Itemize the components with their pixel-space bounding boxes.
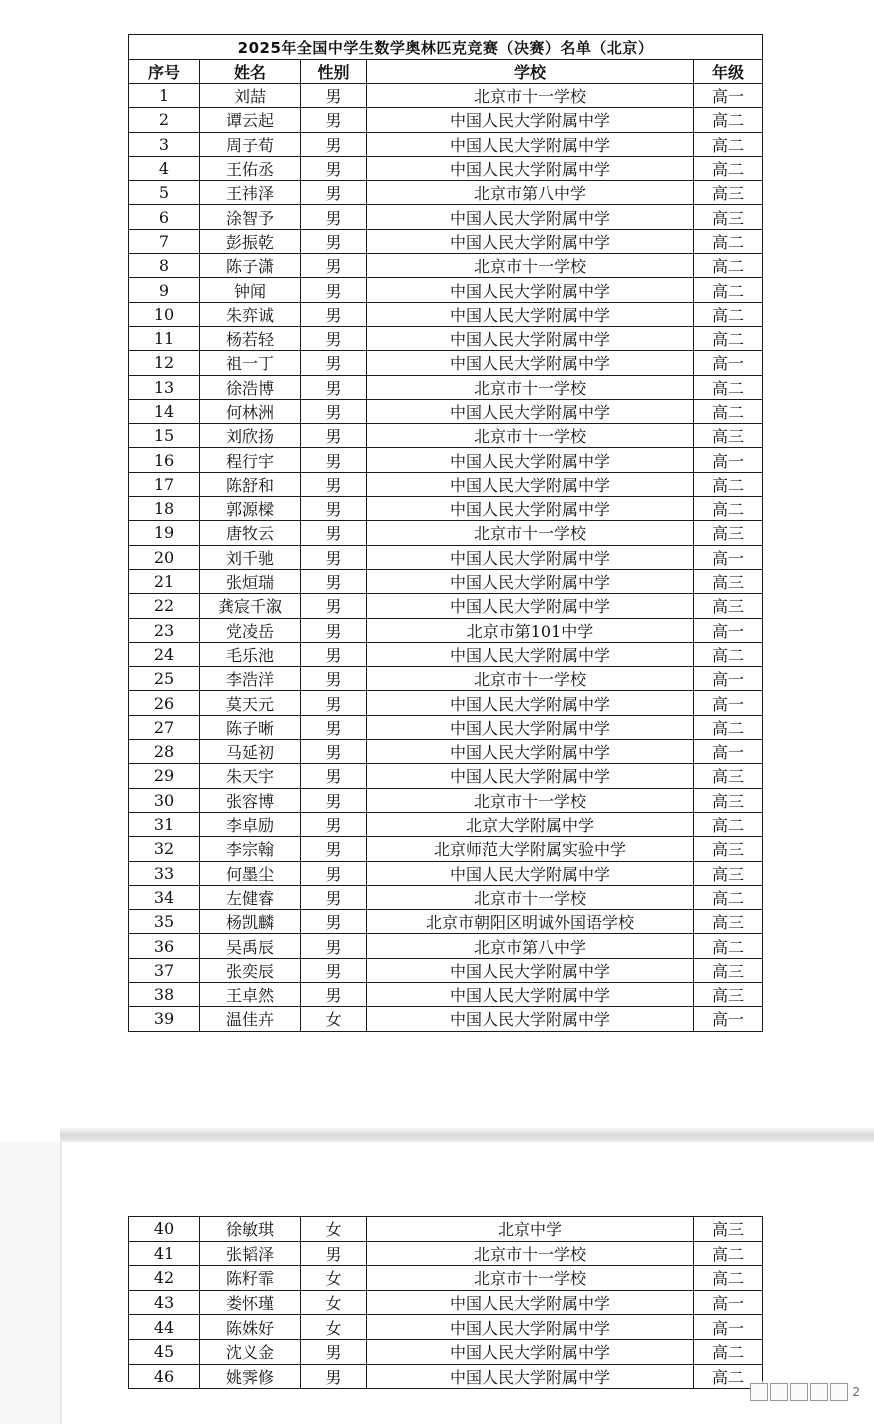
cell-seq: 36 [129, 934, 200, 958]
watermark-square-icon [810, 1383, 828, 1401]
cell-grade: 高三 [694, 958, 763, 982]
cell-gender: 男 [301, 1364, 367, 1389]
roster-body-page-2 [129, 1217, 763, 1389]
cell-seq: 20 [129, 545, 200, 569]
cell-gender: 男 [301, 618, 367, 642]
cell-gender: 男 [301, 181, 367, 205]
cell-seq: 27 [129, 715, 200, 739]
cell-name: 张奕辰 [200, 958, 301, 982]
table-row [129, 982, 763, 1006]
table-row [129, 812, 763, 836]
cell-seq: 35 [129, 910, 200, 934]
cell-gender: 女 [301, 1007, 367, 1031]
cell-grade: 高一 [694, 545, 763, 569]
table-row [129, 1315, 763, 1340]
cell-school: 北京市十一学校 [367, 424, 694, 448]
table-row [129, 424, 763, 448]
watermark-square-icon [790, 1383, 808, 1401]
table-row [129, 1217, 763, 1242]
table-row [129, 934, 763, 958]
table-row [129, 837, 763, 861]
cell-school: 北京市十一学校 [367, 1241, 694, 1266]
cell-gender: 男 [301, 205, 367, 229]
cell-grade: 高二 [694, 375, 763, 399]
cell-school: 中国人民大学附属中学 [367, 472, 694, 496]
cell-seq: 9 [129, 278, 200, 302]
cell-name: 祖一丁 [200, 351, 301, 375]
cell-gender: 男 [301, 156, 367, 180]
cell-gender: 男 [301, 982, 367, 1006]
watermark [750, 1381, 860, 1403]
table-row [129, 1339, 763, 1364]
cell-school: 中国人民大学附属中学 [367, 715, 694, 739]
cell-seq: 17 [129, 472, 200, 496]
cell-grade: 高二 [694, 108, 763, 132]
cell-gender: 男 [301, 1241, 367, 1266]
cell-grade: 高二 [694, 278, 763, 302]
cell-school: 北京市十一学校 [367, 1266, 694, 1291]
cell-name: 何墨尘 [200, 861, 301, 885]
cell-gender: 男 [301, 691, 367, 715]
cell-name: 刘千驰 [200, 545, 301, 569]
cell-gender: 男 [301, 375, 367, 399]
cell-school: 中国人民大学附属中学 [367, 229, 694, 253]
cell-seq: 5 [129, 181, 200, 205]
cell-gender: 男 [301, 934, 367, 958]
cell-seq: 7 [129, 229, 200, 253]
cell-gender: 女 [301, 1290, 367, 1315]
cell-grade: 高一 [694, 1290, 763, 1315]
cell-grade: 高三 [694, 910, 763, 934]
cell-school: 中国人民大学附属中学 [367, 569, 694, 593]
cell-grade: 高二 [694, 642, 763, 666]
cell-school: 中国人民大学附属中学 [367, 497, 694, 521]
table-row [129, 594, 763, 618]
table-row [129, 521, 763, 545]
cell-grade: 高三 [694, 861, 763, 885]
cell-gender: 男 [301, 715, 367, 739]
cell-seq: 3 [129, 132, 200, 156]
cell-grade: 高一 [694, 618, 763, 642]
cell-gender: 男 [301, 545, 367, 569]
cell-school: 中国人民大学附属中学 [367, 326, 694, 350]
cell-school: 中国人民大学附属中学 [367, 1315, 694, 1340]
cell-seq: 14 [129, 399, 200, 423]
page-margin-strip [0, 1142, 60, 1424]
cell-seq: 39 [129, 1007, 200, 1031]
cell-name: 杨若轻 [200, 326, 301, 350]
cell-school: 北京市十一学校 [367, 885, 694, 909]
cell-name: 陈子晰 [200, 715, 301, 739]
table-row [129, 108, 763, 132]
table-row [129, 254, 763, 278]
cell-school: 北京市第101中学 [367, 618, 694, 642]
cell-name: 徐敏琪 [200, 1217, 301, 1242]
table-row [129, 764, 763, 788]
table-row [129, 861, 763, 885]
cell-grade: 高三 [694, 837, 763, 861]
cell-seq: 32 [129, 837, 200, 861]
cell-grade: 高二 [694, 1364, 763, 1389]
table-row [129, 1007, 763, 1031]
cell-name: 温佳卉 [200, 1007, 301, 1031]
cell-school: 中国人民大学附属中学 [367, 132, 694, 156]
watermark-square-icon [750, 1383, 768, 1401]
cell-seq: 31 [129, 812, 200, 836]
cell-gender: 男 [301, 108, 367, 132]
cell-gender: 男 [301, 132, 367, 156]
cell-name: 吴禹辰 [200, 934, 301, 958]
cell-school: 中国人民大学附属中学 [367, 740, 694, 764]
cell-seq: 28 [129, 740, 200, 764]
cell-seq: 25 [129, 667, 200, 691]
cell-grade: 高二 [694, 132, 763, 156]
cell-name: 王祎泽 [200, 181, 301, 205]
cell-school: 中国人民大学附属中学 [367, 205, 694, 229]
cell-name: 陈姝好 [200, 1315, 301, 1340]
cell-grade: 高二 [694, 254, 763, 278]
cell-grade: 高二 [694, 934, 763, 958]
cell-seq: 26 [129, 691, 200, 715]
cell-school: 中国人民大学附属中学 [367, 302, 694, 326]
cell-gender: 男 [301, 399, 367, 423]
table-row [129, 156, 763, 180]
cell-school: 北京市十一学校 [367, 375, 694, 399]
cell-school: 北京市第八中学 [367, 934, 694, 958]
cell-grade: 高三 [694, 1217, 763, 1242]
table-row [129, 958, 763, 982]
cell-name: 周子荀 [200, 132, 301, 156]
cell-school: 中国人民大学附属中学 [367, 399, 694, 423]
cell-gender: 男 [301, 497, 367, 521]
cell-grade: 高一 [694, 740, 763, 764]
cell-grade: 高一 [694, 448, 763, 472]
cell-seq: 40 [129, 1217, 200, 1242]
cell-name: 马延初 [200, 740, 301, 764]
roster-body-page-1 [129, 84, 763, 1032]
cell-school: 北京市十一学校 [367, 521, 694, 545]
cell-gender: 男 [301, 254, 367, 278]
table-row [129, 910, 763, 934]
table-row [129, 472, 763, 496]
watermark-text: 2 [852, 1385, 860, 1399]
table-row [129, 302, 763, 326]
cell-grade: 高三 [694, 569, 763, 593]
cell-gender: 女 [301, 1315, 367, 1340]
cell-school: 中国人民大学附属中学 [367, 1364, 694, 1389]
cell-name: 钟闻 [200, 278, 301, 302]
cell-seq: 38 [129, 982, 200, 1006]
cell-seq: 11 [129, 326, 200, 350]
watermark-square-icon [770, 1383, 788, 1401]
cell-name: 姚霁修 [200, 1364, 301, 1389]
table-row [129, 84, 763, 108]
cell-gender: 男 [301, 764, 367, 788]
cell-grade: 高三 [694, 205, 763, 229]
roster-table-page-1 [128, 34, 763, 1032]
cell-name: 李卓励 [200, 812, 301, 836]
cell-name: 谭云起 [200, 108, 301, 132]
cell-name: 王卓然 [200, 982, 301, 1006]
cell-seq: 21 [129, 569, 200, 593]
cell-school: 中国人民大学附属中学 [367, 982, 694, 1006]
cell-school: 中国人民大学附属中学 [367, 278, 694, 302]
cell-gender: 男 [301, 448, 367, 472]
cell-name: 娄怀瑾 [200, 1290, 301, 1315]
cell-grade: 高二 [694, 1339, 763, 1364]
cell-grade: 高二 [694, 326, 763, 350]
cell-school: 北京市十一学校 [367, 84, 694, 108]
cell-grade: 高一 [694, 1315, 763, 1340]
cell-school: 中国人民大学附属中学 [367, 691, 694, 715]
table-row [129, 448, 763, 472]
cell-seq: 1 [129, 84, 200, 108]
table-row [129, 715, 763, 739]
table-row [129, 1241, 763, 1266]
cell-school: 北京中学 [367, 1217, 694, 1242]
cell-gender: 男 [301, 302, 367, 326]
cell-grade: 高三 [694, 521, 763, 545]
cell-seq: 37 [129, 958, 200, 982]
cell-seq: 2 [129, 108, 200, 132]
cell-school: 中国人民大学附属中学 [367, 594, 694, 618]
cell-name: 张韬泽 [200, 1241, 301, 1266]
cell-gender: 女 [301, 1217, 367, 1242]
cell-school: 北京市十一学校 [367, 254, 694, 278]
cell-grade: 高三 [694, 181, 763, 205]
cell-name: 陈子潇 [200, 254, 301, 278]
cell-school: 中国人民大学附属中学 [367, 351, 694, 375]
cell-gender: 男 [301, 569, 367, 593]
cell-school: 北京市朝阳区明诚外国语学校 [367, 910, 694, 934]
cell-school: 中国人民大学附属中学 [367, 108, 694, 132]
cell-seq: 8 [129, 254, 200, 278]
cell-seq: 24 [129, 642, 200, 666]
cell-name: 李宗翰 [200, 837, 301, 861]
cell-gender: 女 [301, 1266, 367, 1291]
cell-seq: 12 [129, 351, 200, 375]
cell-name: 张容博 [200, 788, 301, 812]
header-school: 学校 [367, 60, 694, 84]
cell-seq: 45 [129, 1339, 200, 1364]
table-row [129, 1290, 763, 1315]
table-row [129, 667, 763, 691]
cell-school: 中国人民大学附属中学 [367, 764, 694, 788]
cell-grade: 高一 [694, 1007, 763, 1031]
cell-grade: 高三 [694, 788, 763, 812]
cell-name: 莫天元 [200, 691, 301, 715]
cell-school: 中国人民大学附属中学 [367, 1007, 694, 1031]
table-row [129, 545, 763, 569]
cell-seq: 22 [129, 594, 200, 618]
cell-seq: 18 [129, 497, 200, 521]
cell-gender: 男 [301, 278, 367, 302]
cell-school: 中国人民大学附属中学 [367, 1290, 694, 1315]
cell-name: 沈义金 [200, 1339, 301, 1364]
cell-gender: 男 [301, 667, 367, 691]
cell-seq: 4 [129, 156, 200, 180]
cell-name: 党凌岳 [200, 618, 301, 642]
cell-school: 北京市十一学校 [367, 788, 694, 812]
cell-grade: 高三 [694, 594, 763, 618]
cell-name: 龚宸千溆 [200, 594, 301, 618]
cell-school: 中国人民大学附属中学 [367, 642, 694, 666]
table-row [129, 1266, 763, 1291]
cell-grade: 高二 [694, 715, 763, 739]
cell-school: 中国人民大学附属中学 [367, 861, 694, 885]
cell-gender: 男 [301, 326, 367, 350]
cell-gender: 男 [301, 521, 367, 545]
cell-gender: 男 [301, 229, 367, 253]
cell-gender: 男 [301, 1339, 367, 1364]
page-edge-line [60, 1142, 62, 1424]
table-row [129, 351, 763, 375]
cell-gender: 男 [301, 861, 367, 885]
cell-seq: 15 [129, 424, 200, 448]
cell-gender: 男 [301, 642, 367, 666]
table-row [129, 618, 763, 642]
cell-name: 王佑丞 [200, 156, 301, 180]
watermark-square-icon [830, 1383, 848, 1401]
cell-seq: 6 [129, 205, 200, 229]
cell-grade: 高二 [694, 1266, 763, 1291]
cell-seq: 16 [129, 448, 200, 472]
cell-grade: 高二 [694, 885, 763, 909]
cell-school: 中国人民大学附属中学 [367, 156, 694, 180]
cell-grade: 高二 [694, 302, 763, 326]
table-row [129, 326, 763, 350]
table-row [129, 181, 763, 205]
table-row [129, 205, 763, 229]
table-row [129, 740, 763, 764]
cell-seq: 29 [129, 764, 200, 788]
cell-name: 毛乐池 [200, 642, 301, 666]
cell-grade: 高二 [694, 229, 763, 253]
cell-grade: 高二 [694, 1241, 763, 1266]
cell-grade: 高二 [694, 812, 763, 836]
header-grade: 年级 [694, 60, 763, 84]
cell-school: 中国人民大学附属中学 [367, 1339, 694, 1364]
cell-seq: 13 [129, 375, 200, 399]
cell-name: 陈舒和 [200, 472, 301, 496]
cell-grade: 高三 [694, 764, 763, 788]
header-gender: 性别 [301, 60, 367, 84]
cell-gender: 男 [301, 958, 367, 982]
cell-gender: 男 [301, 788, 367, 812]
cell-gender: 男 [301, 812, 367, 836]
cell-seq: 46 [129, 1364, 200, 1389]
table-row [129, 1364, 763, 1389]
cell-name: 何林洲 [200, 399, 301, 423]
cell-school: 北京大学附属中学 [367, 812, 694, 836]
cell-seq: 34 [129, 885, 200, 909]
cell-grade: 高一 [694, 667, 763, 691]
cell-name: 唐牧云 [200, 521, 301, 545]
cell-gender: 男 [301, 351, 367, 375]
cell-gender: 男 [301, 837, 367, 861]
cell-seq: 43 [129, 1290, 200, 1315]
cell-grade: 高二 [694, 156, 763, 180]
page-break-divider [60, 1128, 874, 1142]
cell-school: 北京市第八中学 [367, 181, 694, 205]
cell-grade: 高一 [694, 351, 763, 375]
cell-grade: 高一 [694, 691, 763, 715]
cell-grade: 高二 [694, 497, 763, 521]
cell-name: 程行宇 [200, 448, 301, 472]
roster-table-page-2 [128, 1216, 763, 1389]
table-row [129, 399, 763, 423]
header-name: 姓名 [200, 60, 301, 84]
cell-seq: 41 [129, 1241, 200, 1266]
cell-seq: 23 [129, 618, 200, 642]
table-row [129, 497, 763, 521]
cell-grade: 高三 [694, 982, 763, 1006]
cell-name: 徐浩博 [200, 375, 301, 399]
cell-seq: 44 [129, 1315, 200, 1340]
table-row [129, 132, 763, 156]
table-row [129, 788, 763, 812]
document-title: 2025年全国中学生数学奥林匹克竞赛（决赛）名单（北京） [129, 35, 763, 60]
cell-name: 郭源樑 [200, 497, 301, 521]
cell-name: 陈籽霏 [200, 1266, 301, 1291]
cell-gender: 男 [301, 885, 367, 909]
header-row [129, 60, 763, 84]
table-row [129, 569, 763, 593]
cell-name: 朱天宇 [200, 764, 301, 788]
cell-seq: 30 [129, 788, 200, 812]
cell-seq: 19 [129, 521, 200, 545]
cell-school: 北京市十一学校 [367, 667, 694, 691]
cell-grade: 高二 [694, 399, 763, 423]
table-row [129, 885, 763, 909]
cell-gender: 男 [301, 594, 367, 618]
cell-school: 中国人民大学附属中学 [367, 958, 694, 982]
cell-name: 彭振乾 [200, 229, 301, 253]
cell-gender: 男 [301, 910, 367, 934]
cell-gender: 男 [301, 84, 367, 108]
table-row [129, 278, 763, 302]
cell-grade: 高三 [694, 424, 763, 448]
header-seq: 序号 [129, 60, 200, 84]
cell-name: 杨凯麟 [200, 910, 301, 934]
cell-name: 涂智予 [200, 205, 301, 229]
cell-grade: 高一 [694, 84, 763, 108]
table-row [129, 229, 763, 253]
cell-school: 中国人民大学附属中学 [367, 545, 694, 569]
cell-name: 张烜瑞 [200, 569, 301, 593]
cell-name: 刘喆 [200, 84, 301, 108]
cell-gender: 男 [301, 740, 367, 764]
cell-name: 李浩洋 [200, 667, 301, 691]
table-row [129, 691, 763, 715]
cell-seq: 33 [129, 861, 200, 885]
cell-name: 朱弈诚 [200, 302, 301, 326]
table-row [129, 375, 763, 399]
cell-school: 中国人民大学附属中学 [367, 448, 694, 472]
cell-gender: 男 [301, 472, 367, 496]
cell-name: 刘欣扬 [200, 424, 301, 448]
cell-seq: 42 [129, 1266, 200, 1291]
cell-name: 左健睿 [200, 885, 301, 909]
cell-grade: 高二 [694, 472, 763, 496]
cell-gender: 男 [301, 424, 367, 448]
cell-school: 北京师范大学附属实验中学 [367, 837, 694, 861]
table-row [129, 642, 763, 666]
cell-seq: 10 [129, 302, 200, 326]
